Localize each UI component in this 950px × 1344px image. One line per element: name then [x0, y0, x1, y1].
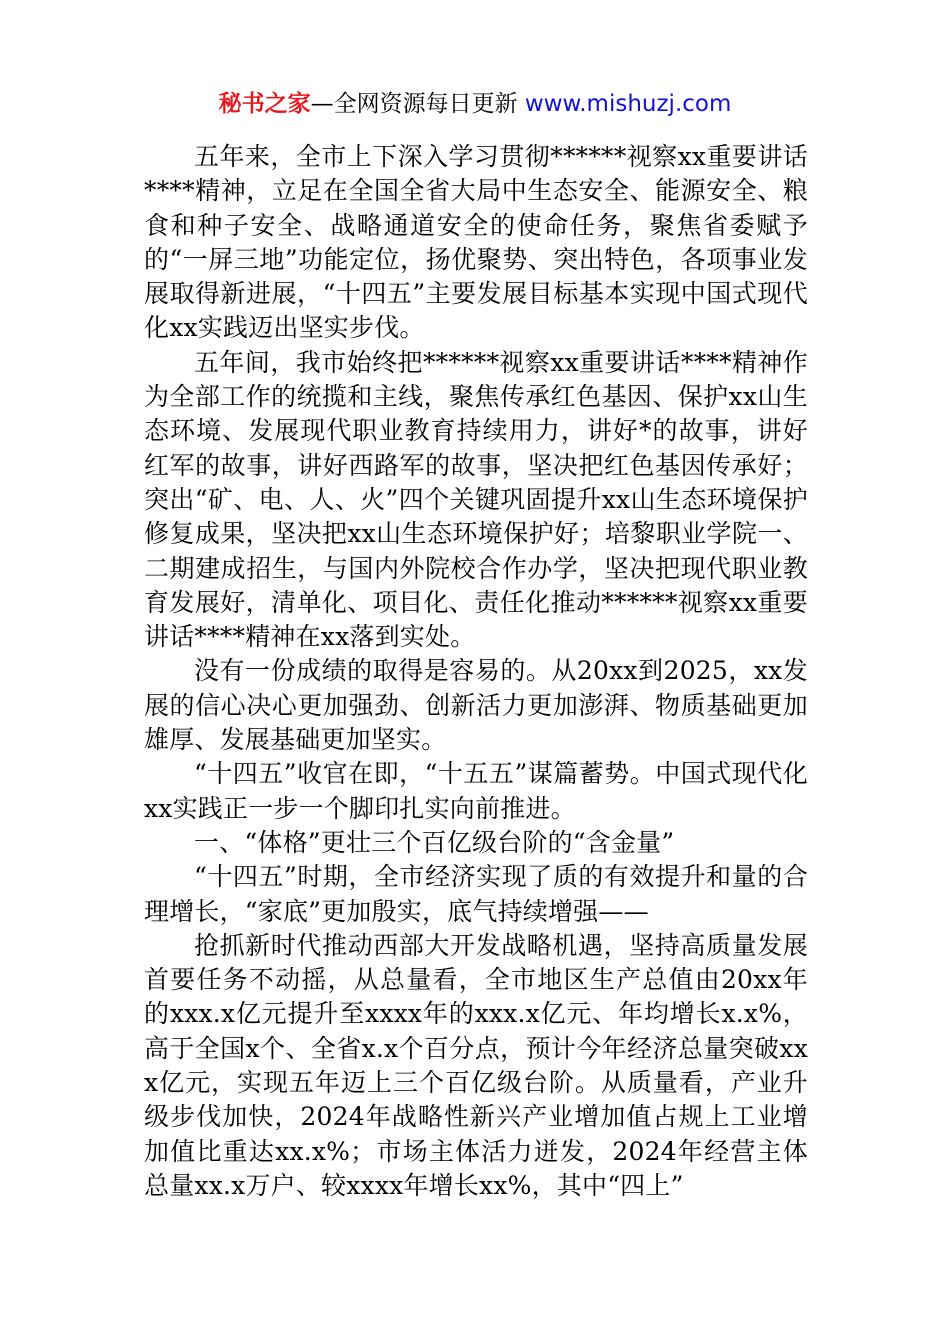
paragraph: 没有一份成绩的取得是容易的。从20xx到2025，xx发展的信心决心更加强劲、创新活力更加澎湃、物质基础更加雄厚、发展基础更加坚实。	[144, 656, 808, 755]
paragraph: 抢抓新时代推动西部大开发战略机遇，坚持高质量发展首要任务不动摇，从总量看，全市地区生产总值由20xx年的xxx.x亿元提升至xxxx年的xxx.x亿元、年均增长x.x%，高于全国x个、全省x.x个百分点，预计今年经济总量突破xxx亿元，实现五年迈上三个百亿级台阶。从质量看，产业升级步伐加快，2024年战略性新兴产业增加值占规上工业增加值比重达xx.x%；市场主体活力迸发，2024年经营主体总量xx.x万户、较xxxx年增长xx%，其中“四上”	[144, 930, 808, 1200]
paragraph: 五年间，我市始终把******视察xx重要讲话****精神作为全部工作的统揽和主线，聚焦传承红色基因、保护xx山生态环境、发展现代职业教育持续用力，讲好*的故事，讲好红军的故事，讲好西路军的故事，坚决把红色基因传承好；突出“矿、电、人、火”四个关键巩固提升xx山生态环境保护修复成果，坚决把xx山生态环境保护好；培黎职业学院一、二期建成招生，与国内外院校合作办学，坚决把现代职业教育发展好，清单化、项目化、责任化推动******视察xx重要讲话****精神在xx落到实处。	[144, 347, 808, 652]
paragraph: 五年来，全市上下深入学习贯彻******视察xx重要讲话****精神，立足在全国全省大局中生态安全、能源安全、粮食和种子安全、战略通道安全的使命任务，聚焦省委赋予的“一屏三地”功能定位，扬优聚势、突出特色，各项事业发展取得新进展，“十四五”主要发展目标基本实现中国式现代化xx实践迈出坚实步伐。	[144, 142, 808, 343]
site-header	[0, 88, 950, 120]
paragraph: “十四五”收官在即，“十五五”谋篇蓄势。中国式现代化xx实践正一步一个脚印扎实向前推进。	[144, 759, 808, 823]
site-url-link[interactable]: www.mishuzj.com	[524, 91, 732, 117]
paragraph: “十四五”时期，全市经济实现了质的有效提升和量的合理增长，“家底”更加殷实，底气持续增强——	[144, 862, 808, 926]
section-heading: 一、“体格”更壮三个百亿级台阶的“含金量”	[194, 827, 675, 857]
site-brand: 秘书之家	[218, 91, 311, 117]
document-body	[144, 140, 808, 1203]
site-tagline: —全网资源每日更新	[310, 91, 518, 117]
